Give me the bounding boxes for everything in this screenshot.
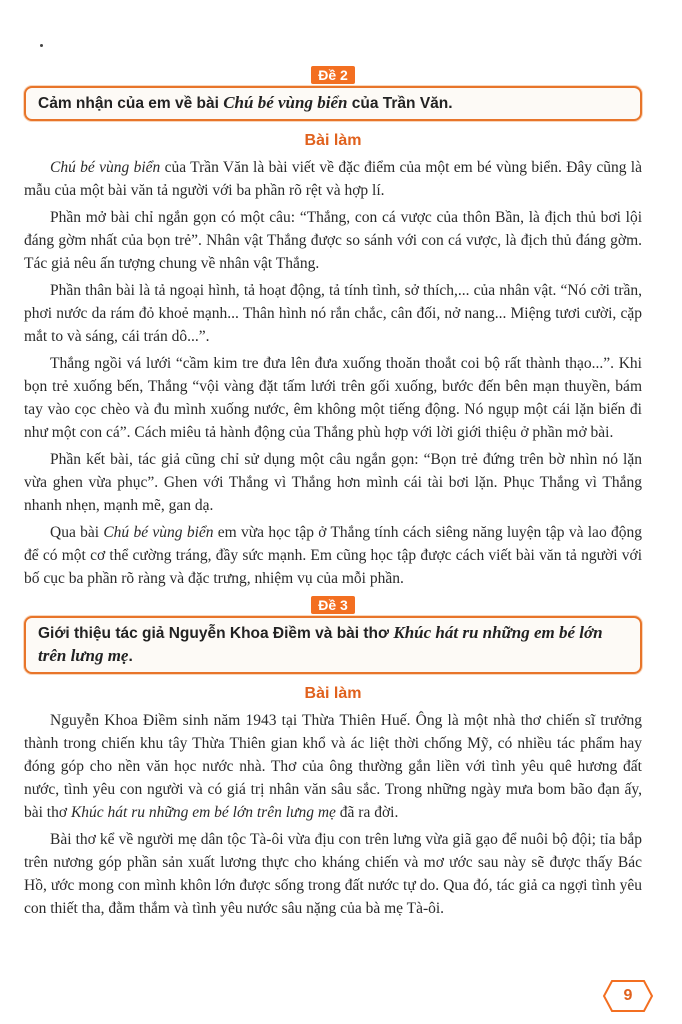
page-number-badge	[602, 979, 654, 1013]
de3-prompt: Giới thiệu tác giả Nguyễn Khoa Điềm và bài thơ Khúc hát ru những em bé lớn trên lưng mẹ.	[24, 616, 642, 674]
de2-heading: Bài làm	[304, 132, 362, 149]
de2-paragraph-3: Phần thân bài là tả ngoại hình, tả hoạt động, tả tính tình, sở thích,... của nhân vật. “Nó cởi trần, phơi nước da rám đỏ khoẻ mạnh... Thân hình nó rắn chắc, cân đối, nở nang... Miệng tươi cười, cặp mắt to và sáng, cái trán dô...”.	[24, 282, 642, 345]
de2-badge: Đề 2	[311, 66, 355, 84]
prompt-title: Khúc hát ru những em bé lớn trên lưng mẹ	[38, 623, 603, 665]
page-content	[24, 66, 642, 924]
de2-paragraph-2: Phần mở bài chỉ ngắn gọn có một câu: “Thắng, con cá vược của thôn Bần, là địch thủ bơi lội đáng gờm nhất của bọn trẻ”. Nhân vật Thắng được so sánh với con cá vược, là địch thủ đáng gờm. Tác giả nêu ấn tượng chung về nhân vật Thắng.	[24, 209, 642, 272]
de2-paragraph-1: Chú bé vùng biển của Trần Văn là bài viết về đặc điểm của một em bé vùng biển. Đây cũng là mẫu của một bài văn tả người với ba phần rõ rệt và hợp lí.	[24, 159, 642, 199]
de2-prompt: Cảm nhận của em về bài Chú bé vùng biển của Trần Văn.	[24, 86, 642, 121]
prompt-title: Chú bé vùng biển	[223, 93, 348, 112]
de2-paragraph-5: Phần kết bài, tác giả cũng chỉ sử dụng một câu ngắn gọn: “Bọn trẻ đứng trên bờ nhìn nó lặn vừa ghen vừa phục”. Ghen với Thắng vì Thắng hơn mình cái tài bơi lặn. Phục Thắng vì Thắng nhanh nhẹn, mạnh mẽ, gan dạ.	[24, 451, 642, 514]
de3-paragraph-2: Bài thơ kể về người mẹ dân tộc Tà-ôi vừa địu con trên lưng vừa giã gạo để nuôi bộ đội; tỉa bắp trên nương góp phần sản xuất lương thực cho kháng chiến và mơ ước sau này sẽ được thấy Bác Hồ, ước mong con mình khôn lớn được sống trong đất nước tự do. Qua đó, tác giả ca ngợi tình yêu con thiết tha, đằm thắm và tình yêu nước sâu nặng của bà mẹ Tà-ôi.	[24, 831, 642, 917]
de2-paragraph-4: Thắng ngồi vá lưới “cầm kim tre đưa lên đưa xuống thoăn thoắt coi bộ rất thành thạo...”. Khi bọn trẻ xuống bến, Thắng “vội vàng đặt tấm lưới trên gối xuống, bước đến bên mạn thuyền, bám tay vào cọc chèo và đu mình xuống nước, êm không một tiếng động. Nó ngụp một cái lặn biến đi như một con cá”. Cách miêu tả hành động của Thắng phù hợp với lời giới thiệu ở phần mở bài.	[24, 355, 642, 441]
de3-paragraph-1: Nguyễn Khoa Điềm sinh năm 1943 tại Thừa Thiên Huế. Ông là một nhà thơ chiến sĩ trưởng thành trong chiến khu tây Thừa Thiên gian khổ và ác liệt thời chống Mỹ, có nhiều tác phẩm hay đóng góp cho nền văn học nước nhà. Thơ của ông thường gắn liền với tình yêu quê hương đất nước, tình yêu con người và có giá trị nhân văn sâu sắc. Trong những ngày mưa bom bão đạn ấy, bài thơ Khúc hát ru những em bé lớn trên lưng mẹ đã ra đời.	[24, 712, 642, 821]
de3-badge: Đề 3	[311, 596, 355, 614]
de2-paragraph-6: Qua bài Chú bé vùng biển em vừa học tập ở Thắng tính cách siêng năng luyện tập và lao động để có một cơ thể cường tráng, đầy sức mạnh. Em cũng học tập được cách viết bài văn tả người với bố cục ba phần rõ ràng và đặc trưng, nhiệm vụ của mỗi phần.	[24, 524, 642, 587]
page-mark	[40, 44, 43, 47]
page-number: 9	[623, 987, 633, 1004]
de3-heading: Bài làm	[304, 685, 362, 702]
